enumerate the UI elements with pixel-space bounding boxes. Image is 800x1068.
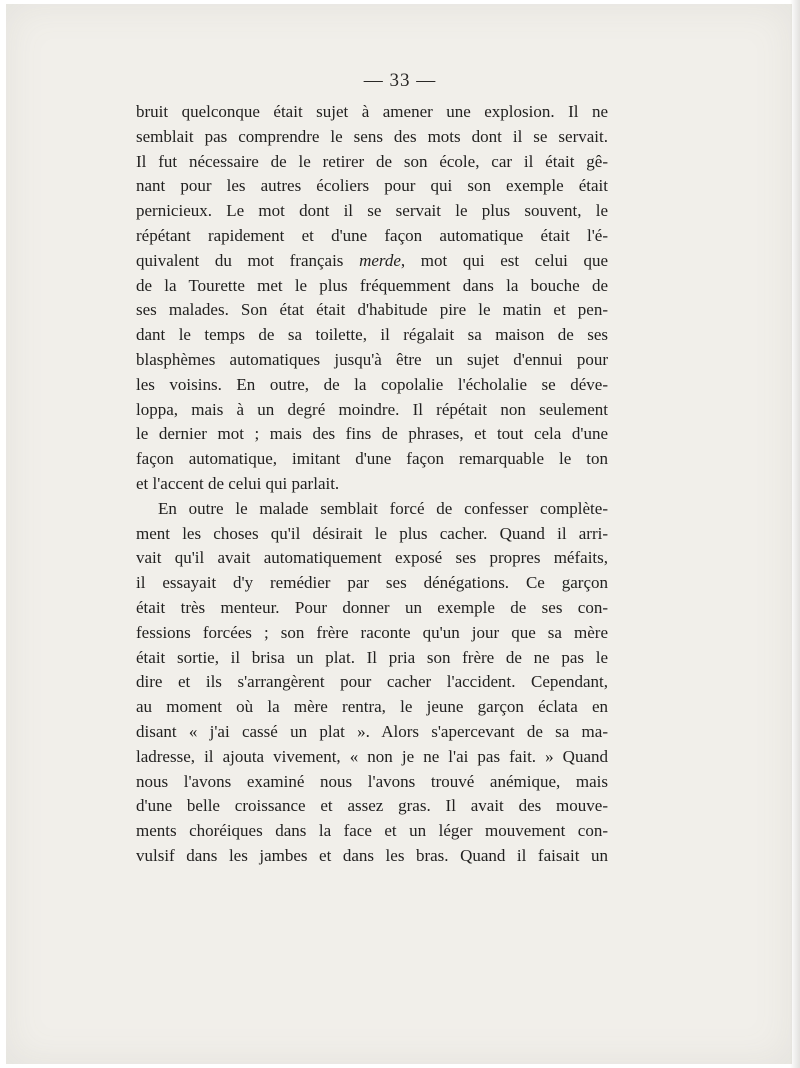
text-line-with-italic <box>136 249 608 274</box>
text-line: d'une belle croissance et assez gras. Il avait des mouve- <box>136 796 608 816</box>
text-line: ladresse, il ajouta vivement, « non je ne l'ai pas fait. » Quand <box>136 746 608 766</box>
text-line: de la Tourette met le plus fréquemment dans la bouche de <box>136 275 608 295</box>
text-line: nant pour les autres écoliers pour qui son exemple était <box>136 176 608 196</box>
body-text <box>136 100 608 869</box>
text-line: répétant rapidement et d'une façon automatique était l'é- <box>136 225 608 245</box>
text-line: façon automatique, imitant d'une façon remarquable le ton <box>136 449 608 469</box>
text-line: bruit quelconque était sujet à amener une explosion. Il ne <box>136 102 608 121</box>
text-line: dant le temps de sa toilette, il régalait sa maison de ses <box>136 325 608 345</box>
paragraph-end-line: et l'accent de celui qui parlait. <box>136 473 340 493</box>
text-line: ment les choses qu'il désirait le plus cacher. Quand il arri- <box>136 523 608 543</box>
text-line: il essayait d'y remédier par ses dénégations. Ce garçon <box>136 573 608 593</box>
text-line: ments choréiques dans la face et un léger mouvement con- <box>136 821 608 841</box>
text-line: fessions forcées ; son frère raconte qu'un jour que sa mère <box>136 622 608 642</box>
page-edge-shadow <box>790 0 800 1068</box>
text-line: dire et ils s'arrangèrent pour cacher l'accident. Cependant, <box>136 672 608 692</box>
paragraph-start-line: En outre le malade semblait forcé de confesser complète- <box>158 498 608 518</box>
text-line: blasphèmes automatiques jusqu'à être un sujet d'ennui pour <box>136 349 608 369</box>
text-fragment: , mot qui est celui que <box>400 250 608 270</box>
italic-word: merde <box>359 250 401 270</box>
text-fragment: quivalent du mot français <box>136 250 360 270</box>
text-line: pernicieux. Le mot dont il se servait le plus souvent, le <box>136 201 608 221</box>
text-line: le dernier mot ; mais des fins de phrases, et tout cela d'une <box>136 424 608 444</box>
text-line: était sortie, il brisa un plat. Il pria son frère de ne pas le <box>136 647 608 667</box>
text-line: loppa, mais à un degré moindre. Il répétait non seulement <box>136 399 608 419</box>
page-number: — 33 — <box>363 70 437 91</box>
text-line: au moment où la mère rentra, le jeune garçon éclata en <box>136 697 608 717</box>
text-line: semblait pas comprendre le sens des mots dont il se servait. <box>136 126 608 146</box>
text-line: vait qu'il avait automatiquement exposé ses propres méfaits, <box>136 548 608 568</box>
text-line: les voisins. En outre, de la copolalie l'écholalie se déve- <box>136 374 608 394</box>
text-line: vulsif dans les jambes et dans les bras. Quand il faisait un <box>136 845 608 865</box>
text-line: nous l'avons examiné nous l'avons trouvé anémique, mais <box>136 771 608 791</box>
text-line: ses malades. Son état était d'habitude pire le matin et pen- <box>136 300 608 320</box>
text-line: disant « j'ai cassé un plat ». Alors s'apercevant de sa ma- <box>136 721 608 741</box>
text-line: Il fut nécessaire de le retirer de son école, car il était gê- <box>136 151 608 171</box>
text-line: était très menteur. Pour donner un exemple de ses con- <box>136 597 608 617</box>
